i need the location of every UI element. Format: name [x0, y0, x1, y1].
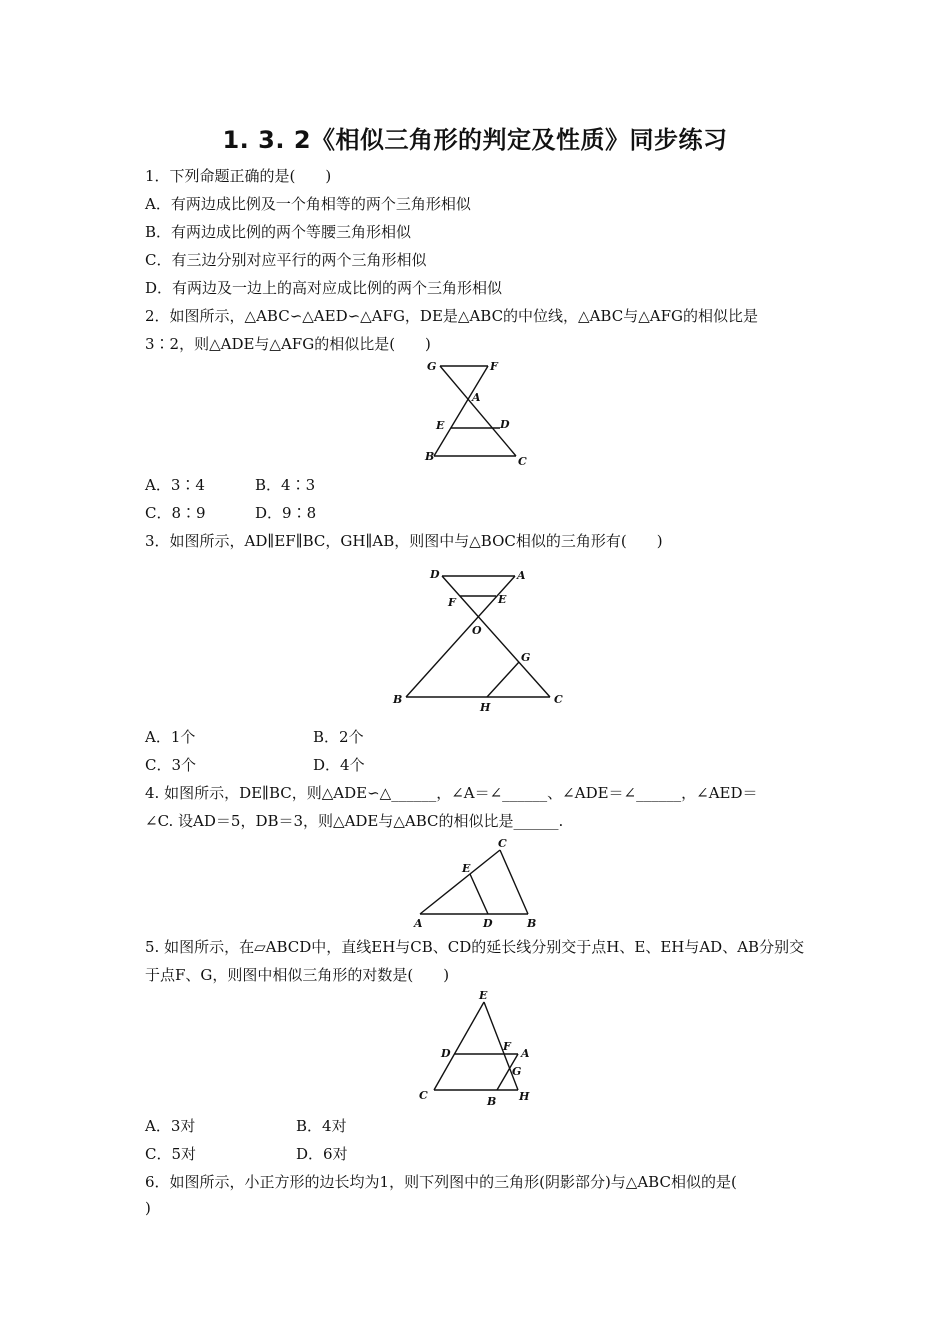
- q2-label-f: F: [490, 360, 498, 373]
- q5-option-b: B．4对: [296, 1117, 347, 1135]
- q3-label-a: A: [517, 569, 526, 582]
- q1-stem: 1．下列命题正确的是( ): [145, 167, 332, 185]
- q4-stem-line2: ∠C. 设AD＝5，DB＝3，则△ADE与△ABC的相似比是______.: [145, 812, 564, 830]
- q2-option-c: C．8∶9: [145, 504, 206, 522]
- q5-option-c: C．5对: [145, 1145, 197, 1163]
- q3-figure: [390, 562, 570, 714]
- q4-stem-line1: 4. 如图所示，DE∥BC，则△ADE∽△______，∠A＝∠______、∠ADE＝∠______，∠AED＝: [145, 784, 758, 802]
- q1-option-c: C．有三边分别对应平行的两个三角形相似: [145, 251, 427, 269]
- q6-stem-line2: ): [145, 1199, 151, 1217]
- page-title: 1. 3. 2《相似三角形的判定及性质》同步练习: [222, 126, 728, 154]
- q3-label-e: E: [498, 593, 507, 606]
- q4-label-e: E: [462, 862, 471, 875]
- q1-option-a: A．有两边成比例及一个角相等的两个三角形相似: [145, 195, 471, 213]
- q5-label-b: B: [487, 1095, 497, 1108]
- q2-stem-line2: 3∶2，则△ADE与△AFG的相似比是( ): [145, 335, 431, 353]
- q4-label-c: C: [498, 837, 507, 850]
- q5-label-d: D: [441, 1047, 451, 1060]
- q3-label-h: H: [480, 701, 491, 714]
- q6-stem-line1: 6．如图所示，小正方形的边长均为1，则下列图中的三角形(阴影部分)与△ABC相似的是(: [145, 1173, 737, 1191]
- q3-option-c: C．3个: [145, 756, 197, 774]
- q4-label-d: D: [483, 917, 493, 930]
- q5-option-a: A．3对: [145, 1117, 196, 1135]
- q3-label-f: F: [448, 596, 456, 609]
- q2-label-e: E: [436, 419, 445, 432]
- q2-segment-gc: [440, 366, 516, 456]
- q4-figure: [410, 836, 545, 931]
- q3-segment-dc: [442, 576, 550, 697]
- q1-option-d: D．有两边及一边上的高对应成比例的两个三角形相似: [145, 279, 503, 297]
- q1-option-b: B．有两边成比例的两个等腰三角形相似: [145, 223, 412, 241]
- q3-option-d: D．4个: [313, 756, 365, 774]
- q5-label-h: H: [519, 1090, 530, 1103]
- q4-segment-ac: [420, 850, 500, 914]
- q5-stem-line2: 于点F、G，则图中相似三角形的对数是( ): [145, 966, 450, 984]
- q3-label-d: D: [430, 568, 440, 581]
- q2-label-c: C: [518, 455, 527, 468]
- q3-option-a: A．1个: [145, 728, 196, 746]
- q4-label-a: A: [414, 917, 423, 930]
- q4-segment-cb: [500, 850, 528, 914]
- q5-label-g: G: [512, 1065, 522, 1078]
- q2-figure: [420, 358, 530, 470]
- q5-figure: [414, 990, 539, 1112]
- q4-segment-ed: [470, 874, 488, 914]
- q2-option-b: B．4∶3: [255, 476, 316, 494]
- q2-label-g: G: [427, 360, 437, 373]
- q5-option-d: D．6对: [296, 1145, 348, 1163]
- q3-label-c: C: [554, 693, 563, 706]
- q5-label-a: A: [521, 1047, 530, 1060]
- q5-stem-line1: 5. 如图所示，在▱ABCD中，直线EH与CB、CD的延长线分别交于点H、E、EH与AD、AB分别交: [145, 938, 805, 956]
- q2-label-b: B: [425, 450, 435, 463]
- q2-label-a: A: [472, 391, 481, 404]
- q2-stem-line1: 2．如图所示，△ABC∽△AED∽△AFG，DE是△ABC的中位线，△ABC与△AFG的相似比是: [145, 307, 758, 325]
- q3-stem: 3．如图所示，AD∥EF∥BC，GH∥AB，则图中与△BOC相似的三角形有( ): [145, 532, 663, 550]
- q2-segment-fb: [434, 366, 488, 456]
- q5-label-e: E: [479, 990, 488, 1002]
- q3-label-b: B: [393, 693, 403, 706]
- q5-segment-ec: [434, 1002, 484, 1090]
- q3-label-o: O: [472, 624, 482, 637]
- q3-option-b: B．2个: [313, 728, 364, 746]
- q5-label-f: F: [503, 1040, 511, 1053]
- q2-label-d: D: [500, 418, 510, 431]
- q2-option-d: D．9∶8: [255, 504, 317, 522]
- q3-segment-gh: [487, 662, 519, 697]
- q2-option-a: A．3∶4: [145, 476, 205, 494]
- q4-label-b: B: [527, 917, 537, 930]
- q3-label-g: G: [521, 651, 531, 664]
- q5-label-c: C: [419, 1089, 428, 1102]
